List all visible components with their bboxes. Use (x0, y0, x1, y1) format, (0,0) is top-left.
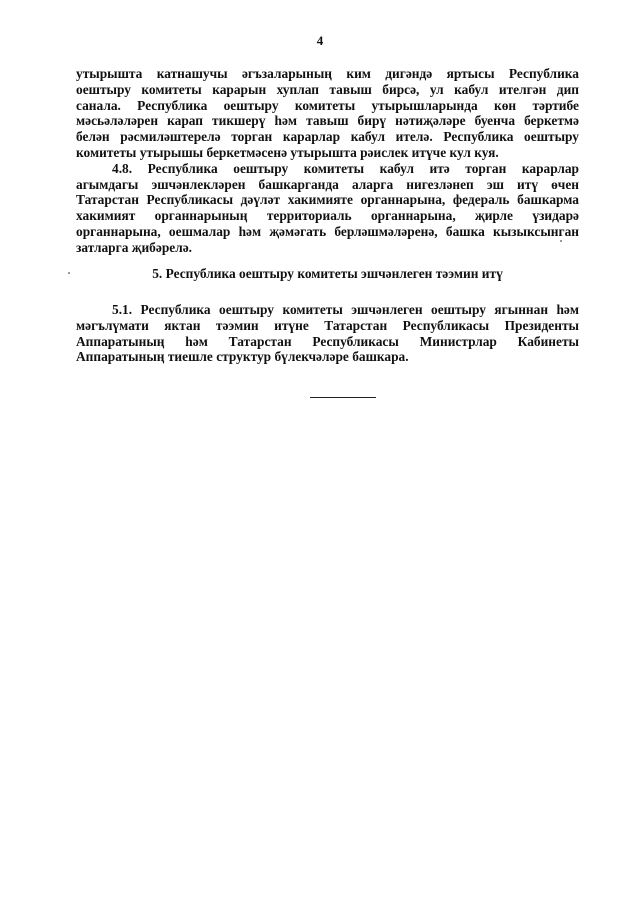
text-line: органнарына, оешмалар һәм җәмәгать берләшмәләренә, башка кызыксынган (76, 223, 579, 239)
text-line: агымдагы эшчәнлекләрен башкарганда аларга нигезләнеп эш итү өчен (76, 176, 579, 192)
section-5-heading: 5. Республика оештыру комитеты эшчәнлеген тәэмин итү (152, 266, 503, 281)
text-line: санала. Республика оештыру комитеты утырышларында көн тәртибе (76, 97, 579, 113)
paragraph-5-1-first-line: 5.1. Республика оештыру комитеты эшчәнлеген оештыру ягыннан һәм (112, 302, 579, 317)
text-line: комитеты утырышы беркетмәсенә утырышта рәислек итүче кул куя. (76, 144, 499, 160)
text-line: Аппаратының һәм Татарстан Республикасы Министрлар Кабинеты (76, 333, 579, 349)
text-line: Татарстан Республикасы дәүләт хакимияте органнарына, федераль башкарма (76, 192, 579, 208)
end-of-document-rule (310, 397, 376, 398)
paragraph-4-8-first-line: 4.8. Республика оештыру комитеты кабул итә торган карарлар (112, 160, 579, 176)
page-number: 4 (316, 33, 324, 48)
text-line: затларга җибәрелә. (76, 239, 193, 255)
text-line: белән рәсмиләштерелә торган карарлар кабул ителә. Республика оештыру (76, 129, 579, 145)
body-text-upper (76, 66, 579, 256)
text-line: оештыру комитеты карарын хуплап тавыш бирсә, ул кабул ителгән дип (76, 81, 579, 97)
text-line: мәгълүмати яктан тәэмин итүне Татарстан Республикасы Президенты (76, 317, 579, 333)
text-line: мәсьәләләрен карап тикшерү һәм тавыш бирү нәтиҗәләре буенча беркетмә (76, 113, 579, 129)
body-text-section-5 (76, 302, 579, 365)
text-line: утырышта катнашучы әгъзаларының ким дигәндә яртысы Республика (76, 66, 579, 81)
text-line: Аппаратының тиешле структур бүлекчәләре башкара. (76, 349, 409, 365)
text-line: хакимият органнарының территориаль органнарына, җирле үзидарә (76, 208, 579, 224)
scan-speck (68, 272, 70, 274)
scan-speck (560, 240, 562, 242)
